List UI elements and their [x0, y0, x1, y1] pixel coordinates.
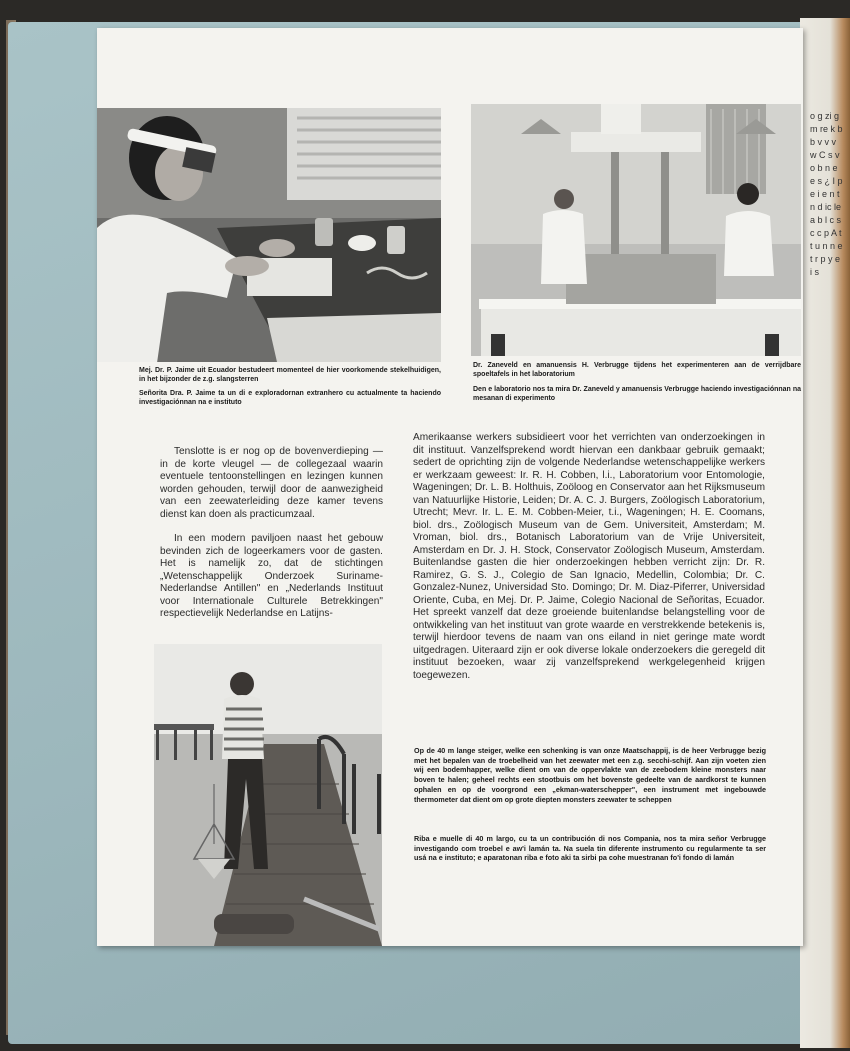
body-paragraph-3: Amerikaanse werkers subsidieert voor het verrichten van onderzoekingen in dit instituut. Vanzelfsprekend wordt hiervan een dankbaar gebruik gemaakt; sedert de oprichting zijn de volgende Nederlandse wetenschappelijke werkers er werkzaam geweest: Ir. R. H. Cobben, l.i., Laboratorium voor Entomologie, Wageningen; Dr. L. B. Holthuis, Zoöloog en Conservator aan het Rijksmuseum van Natuurlijke Historie, Leiden; Dr. A. C. J. Burgers, Zoölogisch Laboratorium, Utrecht; Mevr. Ir. L. E. M. Cobben-Meier, t.i., Wageningen; H. E. Coomans, biol. drs., Zoölogisch Museum van de Gem. Universiteit, Amsterdam; M. Vroman, biol. drs., Botanisch Laboratorium van de Vrije Universiteit, Amsterdam en Dr. J. H. Stock, Conservator Zoölogisch Museum, Amsterdam. Buitenlandse gasten die hier onderzoekingen hebben verricht zijn: Dr. R. Ramirez, G. S. J., Colegio de San Ignacio, Medellin, Colombia; Dr. C. Gonzalez-Nunez, Universidad Sto. Domingo; Dr. M. Diaz-Piferrer, Universidad Oriente, Cuba, en Mej. Dr. P. Jaime, Colegio Nacional de Señoritas, Ecuador. Het spreekt vanzelf dat deze groeiende buitenlandse belangstelling voor de ontwikkeling van het instituut van grote waarde en verstrekkende betekenis is, terwijl hierdoor tevens de naam van ons eiland in niet geringe mate wordt uitgedragen. Uiteraard zijn er ook diverse lokale onderzoekers die geregeld dit instituut bezoeken, waar zij vanzelfsprekend werkgelegenheid krijgen toegewezen. — [413, 432, 765, 681]
next-page-fragment: o g zi g m re k b b v v v w C s v o b n e e s ¿ I p e i e n t n d ic le a b l c s c c p A t t u n n e t r p y e i s — [810, 111, 843, 277]
caption-photo2-dutch: Dr. Zaneveld en amanuensis H. Verbrugge tijdens het experimenteren aan de verrijdbare spoeltafels in het laboratorium — [473, 362, 801, 379]
photo-researcher-jaime — [97, 108, 441, 362]
caption-photo1-papiamento: Señorita Dra. P. Jaime ta un di e exploradornan extranhero cu actualmente ta haciendo investigaciónnan na e instituto — [139, 390, 441, 407]
photo-lab-woman — [97, 108, 441, 362]
caption-photo2-papiamento: Den e laboratorio nos ta mira Dr. Zaneveld y amanuensis Verbrugge haciendo investigaciónnan na mesanan di experimento — [473, 386, 801, 403]
caption-photo1-dutch: Mej. Dr. P. Jaime uit Ecuador bestudeert momenteel de hier voorkomende stekelhuidigen, in het bijzonder de z.g. slangsterren — [139, 367, 441, 384]
photo-pier — [154, 644, 382, 946]
magazine-page — [97, 28, 803, 946]
body-paragraph-2: In een modern paviljoen naast het gebouw bevinden zich de logeerkamers voor de gasten. Het is namelijk zo, dat de stichtingen „Wetenschappelijk Onderzoek Suriname-Nederlandse Antillen" en „Nederlands Instituut voor Internationale Culturele Betrekkingen" respectievelijk Nederlandse en Latijns- — [160, 533, 383, 619]
body-paragraph-1: Tenslotte is er nog op de bovenverdieping — in de korte vleugel — de collegezaal waarin eventuele tentoonstellingen en lezingen kunnen worden gehouden, terwijl door de aanwezigheid van een zeewaterleiding deze kamer tevens dienst kan doen als practicumzaal. — [160, 446, 383, 520]
photo-pier-man — [154, 644, 382, 946]
caption-pier-papiamento: Riba e muelle di 40 m largo, cu ta un contribución di nos Compania, nos ta mira señor Verbrugge investigando com troebel e aw'i lamán ta. Na suela tin diferente instrumento cu regularmente ta ser usá na e instituto; e aparatonan riba e foto aki ta sirbi pa cohe muestranan fo'i fondo di lamán — [414, 834, 766, 863]
photo-laboratory — [471, 104, 801, 356]
caption-pier-dutch: Op de 40 m lange steiger, welke een schenking is van onze Maatschappij, is de heer Verbrugge bezig met het bepalen van de troebelheid van het zeewater met een z.g. secchi-schijf. Aan zijn voeten zien wij een bodemhapper, welke dient om van de oppervlakte van de zeebodem kleine monsters naar boven te halen; geheel rechts een stootbuis om het bovenste gedeelte van de aardkorst te kunnen ophalen en op de voorgrond een „ekman-waterschepper", een instrument met ingebouwde thermometer dat dient om op grote diepten monsters zeewater te scheppen — [414, 746, 766, 804]
photo-lab-men — [471, 104, 801, 356]
